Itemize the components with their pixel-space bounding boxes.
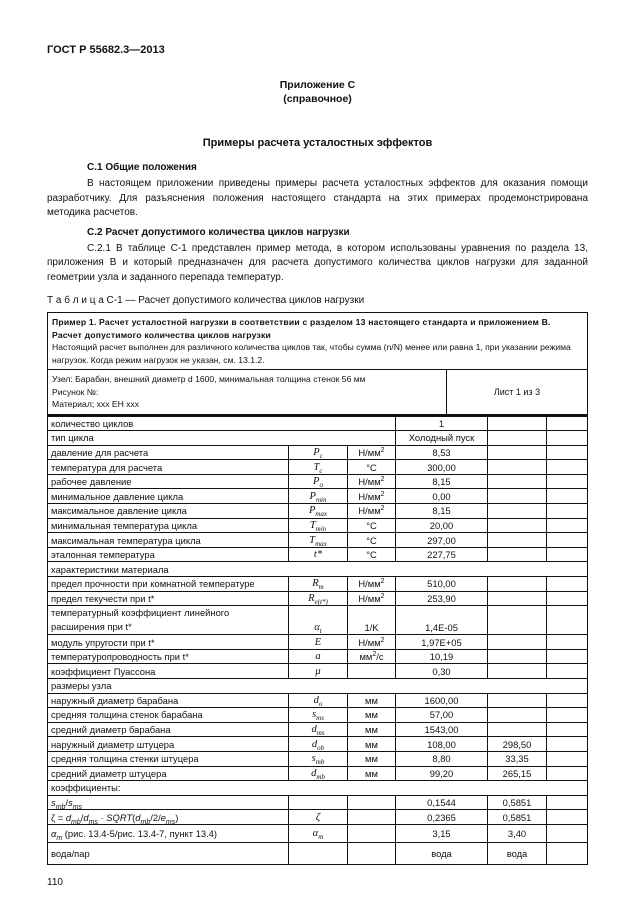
row-label: количество циклов [48, 416, 396, 431]
value-2: 33,35 [488, 751, 547, 766]
value-1: 57,00 [396, 708, 488, 723]
calculation-table [47, 415, 588, 865]
value-1: 20,00 [396, 518, 488, 533]
symbol: $d_{mb}$ [289, 766, 348, 781]
table-row [48, 649, 588, 664]
table-row [48, 591, 588, 606]
value-3 [547, 577, 588, 592]
row-label: давление для расчета [48, 445, 289, 460]
value-3 [547, 431, 588, 446]
unit: мм [348, 722, 396, 737]
value-3 [547, 751, 588, 766]
symbol: $s_{mb}$ [289, 751, 348, 766]
table-row [48, 766, 588, 781]
value-3 [547, 824, 588, 842]
value-3 [547, 842, 588, 864]
table-row [48, 416, 588, 431]
row-label: температурный коэффициент линейного расширения при t* [48, 606, 289, 635]
value-2: 0,5851 [488, 810, 547, 825]
row-label: минимальная температура цикла [48, 518, 289, 533]
symbol: a [289, 649, 348, 664]
value-2 [488, 577, 547, 592]
table-caption: Т а б л и ц а С-1 — Расчет допустимого количества циклов нагрузки [47, 295, 365, 306]
table-row [48, 824, 588, 842]
table-row [48, 577, 588, 592]
value-2 [488, 518, 547, 533]
value-3 [547, 737, 588, 752]
value-3 [547, 504, 588, 519]
unit [348, 795, 396, 810]
value-1: 297,00 [396, 533, 488, 548]
value-2: 0,5851 [488, 795, 547, 810]
table-row [48, 722, 588, 737]
value-2 [488, 489, 547, 504]
unit: мм [348, 766, 396, 781]
value-2: 3,40 [488, 824, 547, 842]
value-1: 0,30 [396, 664, 488, 679]
row-label: наружный диаметр штуцера [48, 737, 289, 752]
unit: °C [348, 460, 396, 475]
value-1: 8,15 [396, 474, 488, 489]
section-text-c1: В настоящем приложении приведены примеры расчета усталостных эффектов для оказания помощи разработчику. Для разъяснения положения настоящего стандарта на этих примерах продемонстрирована методика расчетов. [47, 178, 588, 218]
value-3 [547, 460, 588, 475]
unit [348, 824, 396, 842]
value-2 [488, 708, 547, 723]
value-2 [488, 606, 547, 635]
page-title: Примеры расчета усталостных эффектов [202, 137, 433, 149]
row-label: $s_{mb}/s_{ms}$ [48, 795, 289, 810]
row-label: вода/пар [48, 842, 289, 864]
value-1: 0,1544 [396, 795, 488, 810]
row-label: средняя толщина стенки штуцера [48, 751, 289, 766]
unit: $мм^2/с$ [348, 649, 396, 664]
unit: $Н/мм^2$ [348, 635, 396, 650]
table-row [48, 606, 588, 635]
value-2: 265,15 [488, 766, 547, 781]
value-3 [547, 810, 588, 825]
value-3 [547, 722, 588, 737]
value-3 [547, 518, 588, 533]
table-row [48, 489, 588, 504]
row-label: $\zeta = d_{mb}/d_{ms}$ · $SQRT(d_{mb}/2/e_{ms})$ [48, 810, 289, 825]
value-3 [547, 547, 588, 562]
section-heading-c1: С.1 Общие положения [87, 162, 197, 173]
unit: $Н/мм^2$ [348, 445, 396, 460]
unit: $Н/мм^2$ [348, 577, 396, 592]
unit: мм [348, 737, 396, 752]
row-label: температуропроводность при t* [48, 649, 289, 664]
table-row [48, 445, 588, 460]
material-info: Материал; xxx EH xxx [52, 399, 140, 409]
value-3 [547, 489, 588, 504]
unit: $Н/мм^2$ [348, 504, 396, 519]
symbol: E [289, 635, 348, 650]
value-1: 227,75 [396, 547, 488, 562]
value-1: 1 [396, 416, 488, 431]
value-1: 1,4E-05 [396, 606, 488, 635]
unit [348, 842, 396, 864]
table-row [48, 781, 588, 796]
value-1: вода [396, 842, 488, 864]
node-info: Узел: Барабан, внешний диаметр d 1600, минимальная толщина стенок 56 мм [52, 374, 366, 384]
value-3 [547, 795, 588, 810]
row-label: максимальное давление цикла [48, 504, 289, 519]
value-2 [488, 504, 547, 519]
table-row [48, 518, 588, 533]
value-2 [488, 649, 547, 664]
appendix-note: (справочное) [283, 93, 352, 105]
page-content [47, 44, 588, 888]
symbol: μ [289, 664, 348, 679]
unit: $Н/мм^2$ [348, 591, 396, 606]
value-3 [547, 664, 588, 679]
table-row [48, 795, 588, 810]
table-row [48, 635, 588, 650]
row-label: рабочее давление [48, 474, 289, 489]
table-row [48, 751, 588, 766]
value-3 [547, 416, 588, 431]
symbol [289, 795, 348, 810]
value-2 [488, 722, 547, 737]
table-row [48, 737, 588, 752]
symbol: $P_c$ [289, 445, 348, 460]
symbol: t* [289, 547, 348, 562]
row-label: $\alpha_m$ (рис. 13.4-5/рис. 13.4-7, пункт 13.4) [48, 824, 289, 842]
symbol: $T_{min}$ [289, 518, 348, 533]
value-1: 108,00 [396, 737, 488, 752]
value-2 [488, 460, 547, 475]
value-1: 300,00 [396, 460, 488, 475]
symbol: $P_{min}$ [289, 489, 348, 504]
value-3 [547, 708, 588, 723]
document-header: ГОСТ Р 55682.3—2013 [47, 44, 165, 56]
section-heading-c2: С.2 Расчет допустимого количества циклов нагрузки [87, 226, 350, 238]
value-1: 8,53 [396, 445, 488, 460]
row-label: минимальное давление цикла [48, 489, 289, 504]
value-1: 1600,00 [396, 693, 488, 708]
table-row [48, 842, 588, 864]
row-label: средний диаметр штуцера [48, 766, 289, 781]
value-1: 8,80 [396, 751, 488, 766]
symbol: $\alpha_m$ [289, 824, 348, 842]
value-2 [488, 693, 547, 708]
value-1: 1543,00 [396, 722, 488, 737]
row-label: наружный диаметр барабана [48, 693, 289, 708]
symbol: $d_{ob}$ [289, 737, 348, 752]
symbol: $d_o$ [289, 693, 348, 708]
value-3 [547, 606, 588, 635]
value-2 [488, 533, 547, 548]
row-label: максимальная температура цикла [48, 533, 289, 548]
table-row [48, 708, 588, 723]
value-3 [547, 445, 588, 460]
row-label: средний диаметр барабана [48, 722, 289, 737]
symbol [289, 842, 348, 864]
row-label: эталонная температура [48, 547, 289, 562]
row-label: предел прочности при комнатной температуре [48, 577, 289, 592]
symbol: $P_o$ [289, 474, 348, 489]
value-3 [547, 693, 588, 708]
unit: мм [348, 708, 396, 723]
unit: °C [348, 518, 396, 533]
value-2 [488, 474, 547, 489]
symbol: $\alpha_t$ [289, 606, 348, 635]
symbol: $T_c$ [289, 460, 348, 475]
unit [348, 810, 396, 825]
value-3 [547, 649, 588, 664]
value-1: 99,20 [396, 766, 488, 781]
value-3 [547, 591, 588, 606]
row-label: тип цикла [48, 431, 396, 446]
appendix-label: Приложение С [279, 79, 356, 91]
value-2 [488, 591, 547, 606]
section-label: размеры узла [48, 679, 588, 694]
row-label: коэффициент Пуассона [48, 664, 289, 679]
value-1: Холодный пуск [396, 431, 488, 446]
table-row [48, 504, 588, 519]
sheet-number: Лист 1 из 3 [493, 386, 541, 397]
row-label: предел текучести при t* [48, 591, 289, 606]
section-label: характеристики материала [48, 562, 588, 577]
symbol: $d_{ms}$ [289, 722, 348, 737]
example-text: Настоящий расчет выполнен для различного количества циклов так, чтобы сумма (n/N) менее или равна 1, при указании режима нагрузок. Когда режим нагрузок не указан, см. 13.1.2. [52, 342, 571, 365]
value-1: 8,15 [396, 504, 488, 519]
table-row [48, 547, 588, 562]
symbol: $T_{max}$ [289, 533, 348, 548]
value-3 [547, 474, 588, 489]
table-row [48, 664, 588, 679]
example-title: Пример 1. Расчет усталостной нагрузки в соответствии с разделом 13 настоящего стандарта и приложением В. Расчет допустимого количества циклов нагрузки [52, 317, 551, 340]
table-row [48, 562, 588, 577]
value-1: 1,97E+05 [396, 635, 488, 650]
value-1: 0,00 [396, 489, 488, 504]
table-row [48, 693, 588, 708]
value-3 [547, 533, 588, 548]
unit [348, 664, 396, 679]
table-row [48, 533, 588, 548]
figure-info: Рисунок №: [52, 386, 99, 397]
value-3 [547, 766, 588, 781]
value-2: вода [488, 842, 547, 864]
value-2 [488, 547, 547, 562]
unit: °C [348, 533, 396, 548]
unit: мм [348, 751, 396, 766]
example-header-box [47, 312, 588, 415]
value-2 [488, 416, 547, 431]
table-row [48, 679, 588, 694]
row-label: средняя толщина стенок барабана [48, 708, 289, 723]
value-1: 510,00 [396, 577, 488, 592]
symbol: $R_{e(t*)}$ [289, 591, 348, 606]
table-row [48, 460, 588, 475]
value-2: 298,50 [488, 737, 547, 752]
symbol: $s_{ms}$ [289, 708, 348, 723]
value-1: 0,2365 [396, 810, 488, 825]
unit: °C [348, 547, 396, 562]
value-2 [488, 431, 547, 446]
value-1: 3,15 [396, 824, 488, 842]
symbol: $P_{max}$ [289, 504, 348, 519]
value-1: 253,90 [396, 591, 488, 606]
value-2 [488, 445, 547, 460]
section-text-c2: С.2.1 В таблице С-1 представлен пример метода, в котором использованы уравнения по раздела 13, приложения В и который предназначен для расчета допустимого количества циклов нагрузки для заданной геометрии узла и заданного перепада температур. [47, 242, 588, 283]
value-3 [547, 635, 588, 650]
symbol: $R_m$ [289, 577, 348, 592]
unit: $Н/мм^2$ [348, 489, 396, 504]
unit: 1/K [348, 606, 396, 635]
value-2 [488, 635, 547, 650]
symbol: ζ [289, 810, 348, 825]
row-label: модуль упругости при t* [48, 635, 289, 650]
table-row [48, 810, 588, 825]
section-label: коэффициенты: [48, 781, 588, 796]
unit: мм [348, 693, 396, 708]
row-label: температура для расчета [48, 460, 289, 475]
unit: $Н/мм^2$ [348, 474, 396, 489]
value-2 [488, 664, 547, 679]
value-1: 10,19 [396, 649, 488, 664]
table-row [48, 474, 588, 489]
page-number: 110 [47, 876, 63, 888]
table-row [48, 431, 588, 446]
